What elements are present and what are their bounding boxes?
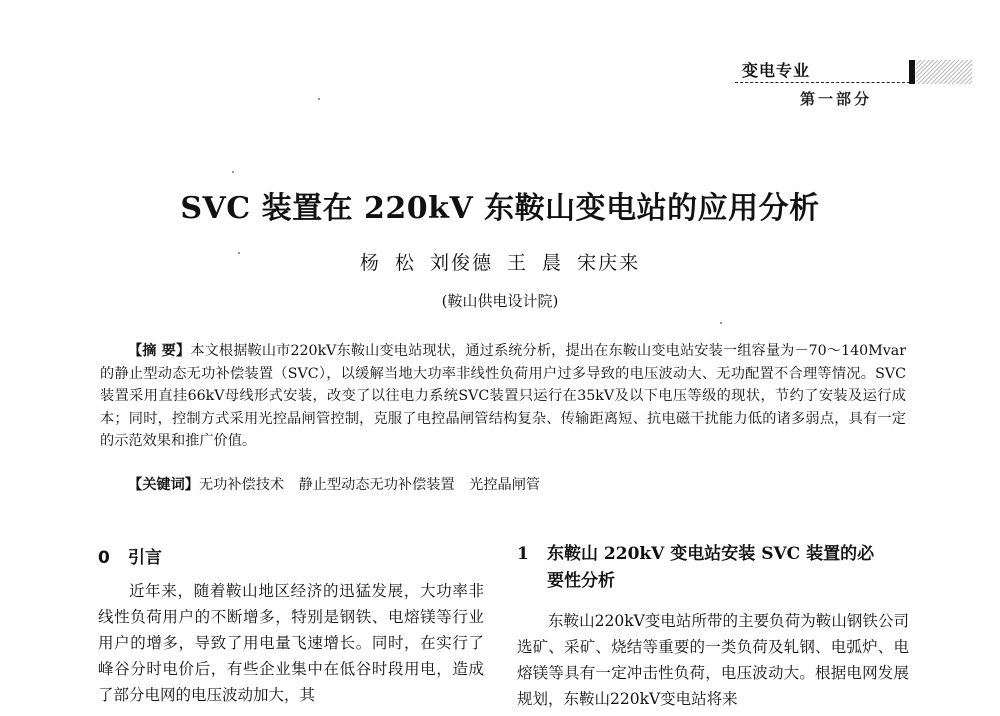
scan-speck: [232, 171, 234, 173]
section-0-paragraph: 近年来，随着鞍山地区经济的迅猛发展，大功率非线性负荷用户的不断增多，特别是钢铁、电熔镁等行业用户的增多，导致了用电量飞速增长。同时，在实行了峰谷分时电价后，有些企业集中在低谷时段用电，造成了部分电网的电压波动加大，其: [98, 582, 484, 704]
author-list: 杨 松 刘俊德 王 晨 宋庆来: [359, 252, 641, 274]
header-part-label: 第一部分: [800, 90, 873, 108]
affiliation: (鞍山供电设计院): [441, 292, 559, 310]
section-1-title-line1: 东鞍山 220kV 变电站安装 SVC 装置的必: [547, 544, 875, 564]
section-1-title-line2: 要性分析: [547, 571, 615, 591]
section-0-title: 引言: [128, 548, 162, 568]
abstract-text: 本文根据鞍山市220kV东鞍山变电站现状，通过系统分析，提出在东鞍山变电站安装一组容量为－70～140Mvar的静止型动态无功补偿装置（SVC），以缓解当地大功率非线性负荷用户过多导致的电压波动大、无功配置不合理等情况。SVC装置采用直挂66kV母线形式安装，改变了以往电力系统SVC装置只运行在35kV及以下电压等级的现状，节约了安装及运行成本；同时，控制方式采用光控晶闸管控制，克服了电控晶闸管结构复杂、传输距离短、抗电磁干扰能力低的诸多弱点，具有一定的示范效果和推广价值。: [100, 343, 906, 450]
right-column: [517, 608, 909, 712]
scan-speck: [720, 322, 722, 324]
keywords-label: 【关键词】: [128, 477, 199, 493]
header-bar: [909, 60, 915, 84]
section-1-heading: [517, 541, 917, 595]
keywords-text: 无功补偿技术 静止型动态无功补偿装置 光控晶闸管: [198, 477, 541, 493]
header-section-label: 变电专业: [742, 61, 811, 80]
abstract-label: 【摘 要】: [128, 343, 191, 359]
section-0-heading: [98, 543, 162, 568]
section-1-number: 1: [517, 544, 529, 564]
paper-title: SVC 装置在 220kV 东鞍山变电站的应用分析: [180, 191, 820, 226]
scan-speck: [318, 98, 320, 100]
section-0-number: 0: [98, 548, 110, 568]
abstract: [100, 340, 906, 453]
header-rule: [735, 82, 915, 83]
left-column: [98, 578, 484, 708]
section-1-paragraph: 东鞍山220kV变电站所带的主要负荷为鞍山钢铁公司选矿、采矿、烧结等重要的一类负荷及轧钢、电弧炉、电熔镁等具有一定冲击性负荷，电压波动大。根据电网发展规划，东鞍山220kV变电站将来: [517, 612, 909, 708]
keywords: [100, 474, 906, 494]
header-texture: [916, 60, 972, 84]
